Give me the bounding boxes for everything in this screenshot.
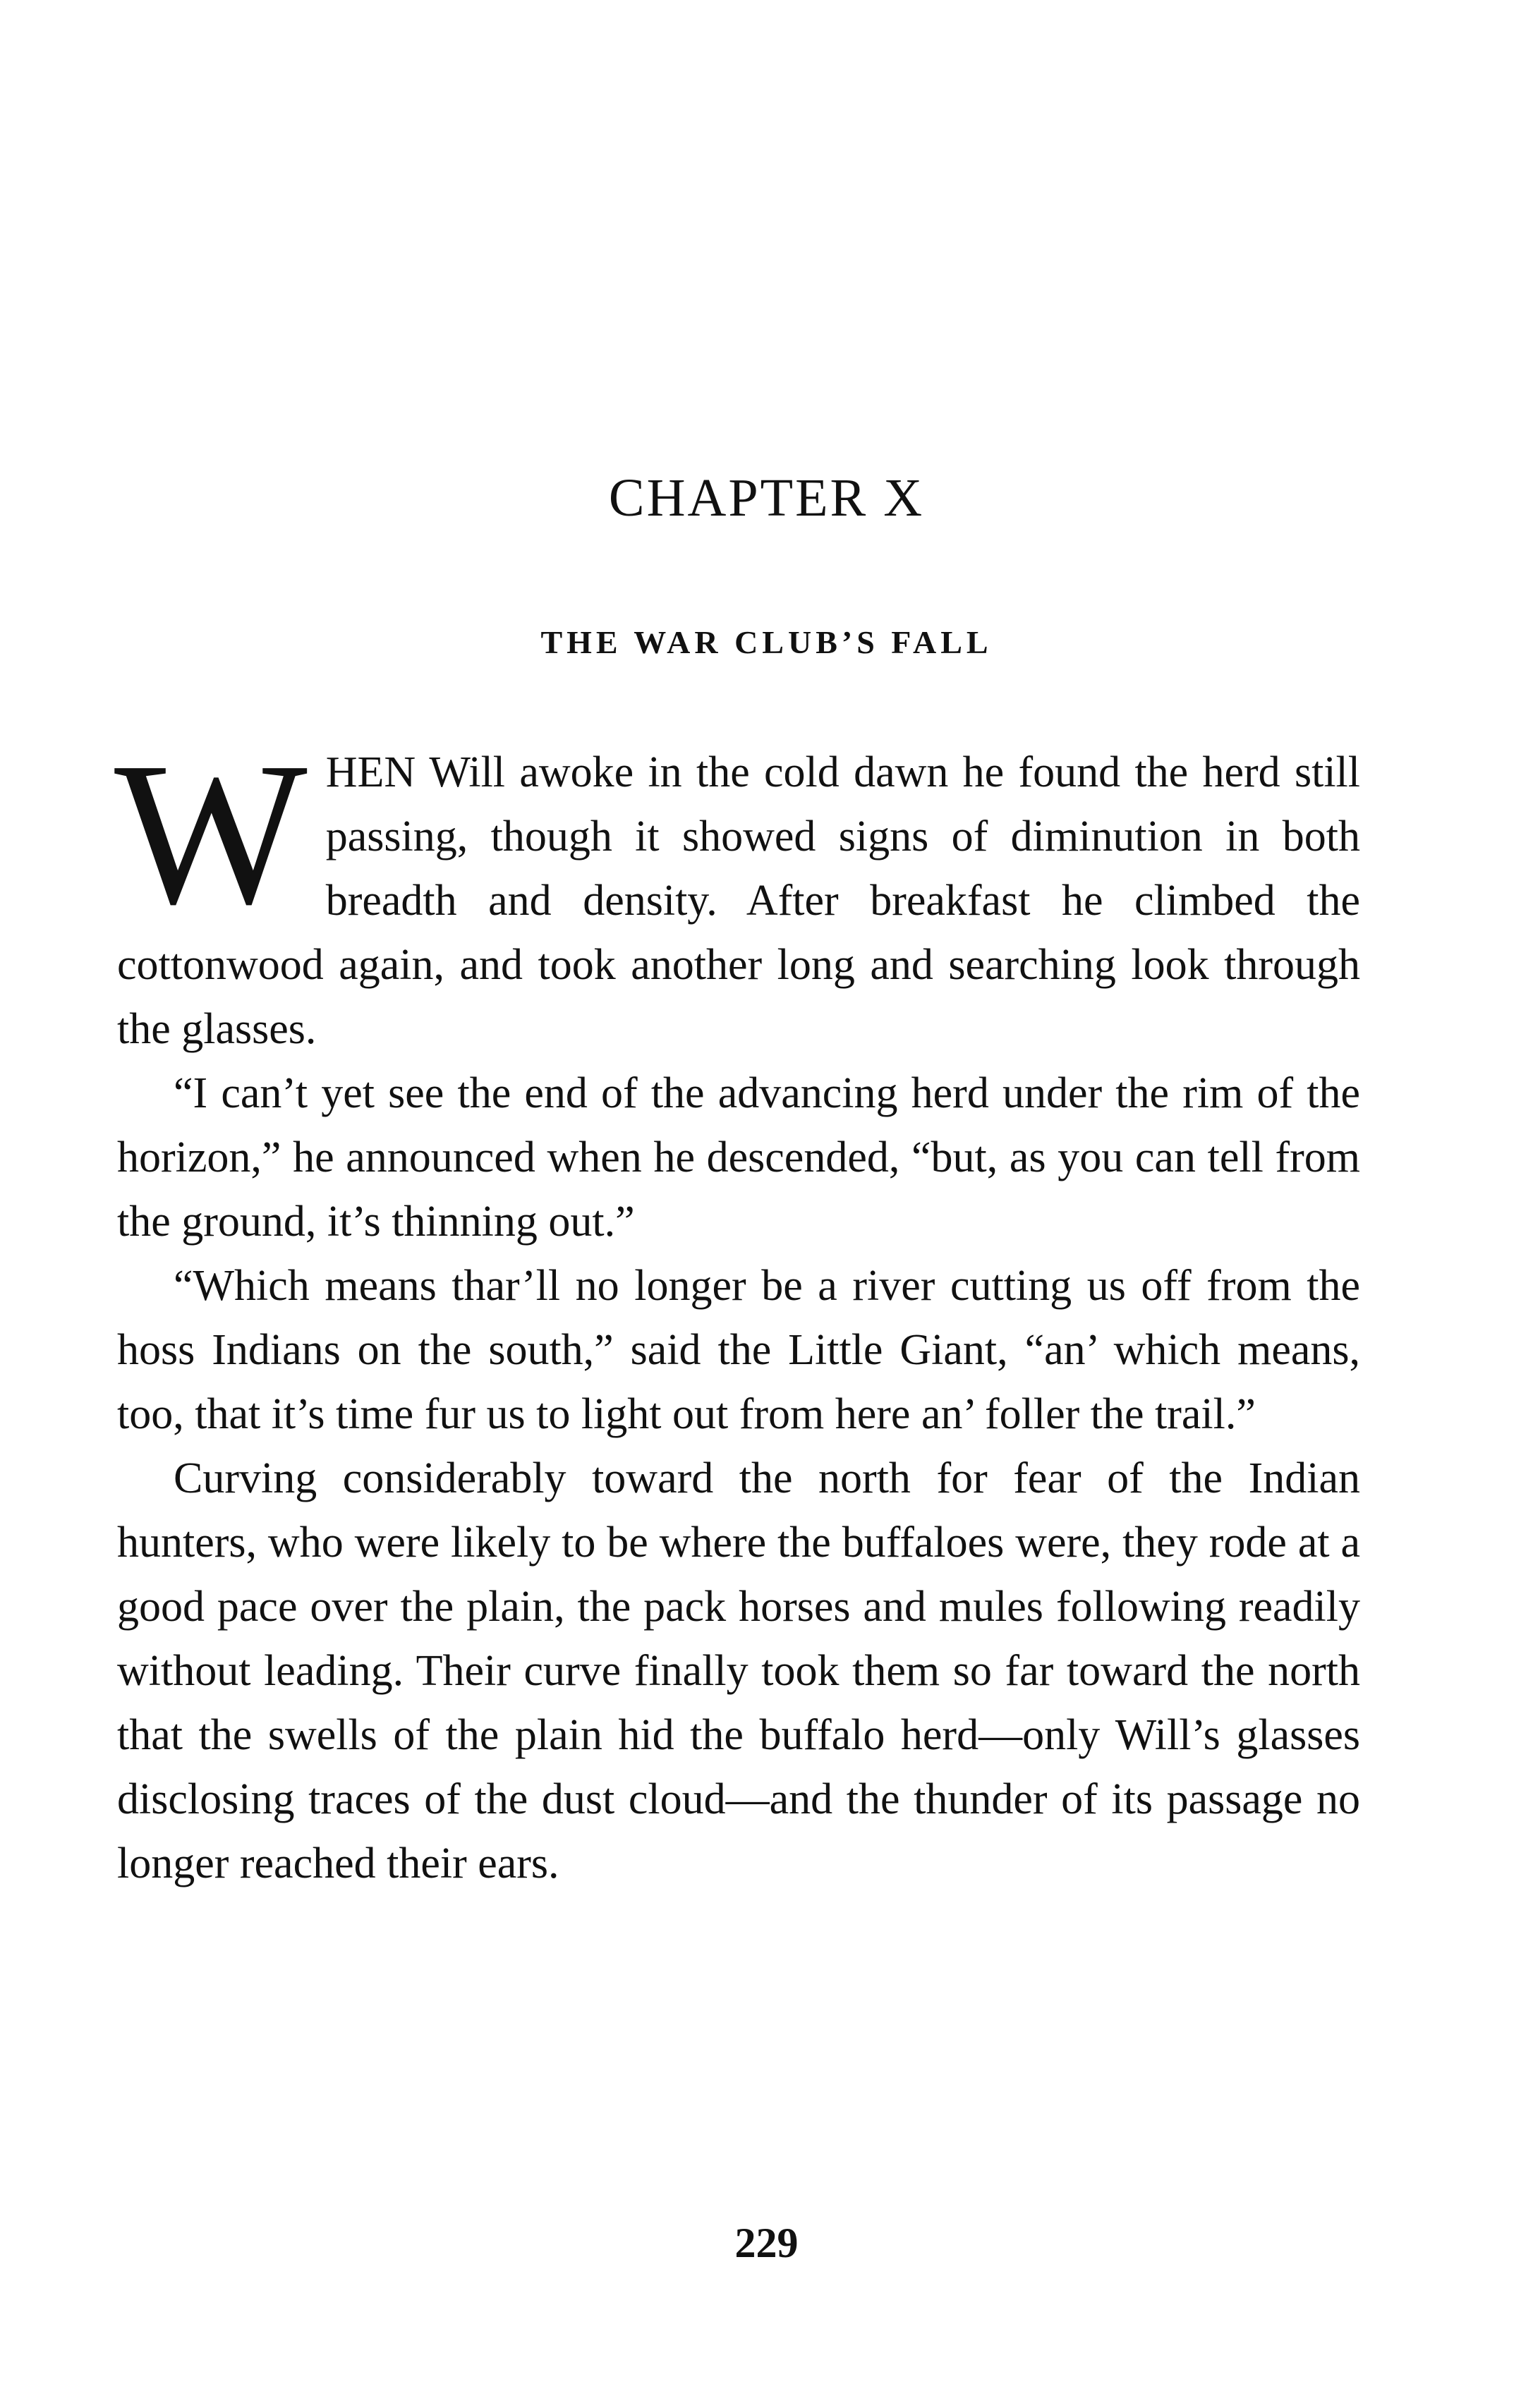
chapter-subtitle: THE WAR CLUB’S FALL — [540, 624, 993, 660]
paragraph-1-text: HEN Will awoke in the cold dawn he found the herd still passing, though it showed signs of diminution in both breadth and density. After breakfast he climbed the cottonwood again, and took another long and searching look through the glasses. — [117, 748, 1360, 1053]
paragraph-4: Curving considerably toward the north for fear of the Indian hunters, who were likely to be where the buffaloes were, they rode at a good pace over the plain, the pack horses and mules following readily without leading. Their curve finally took them so far toward the north that the swells of the plain hid the buffalo herd—only Will’s glasses disclosing traces of the dust cloud—and the thunder of its passage no longer reached their ears. — [117, 1454, 1360, 1887]
paragraph-2: “I can’t yet see the end of the advancing herd under the rim of the horizon,” he announced when he descended, “but, as you can tell from the ground, it’s thinning out.” — [117, 1069, 1360, 1246]
chapter-text — [114, 720, 1360, 1896]
page-number: 229 — [734, 2220, 799, 2266]
chapter-heading: CHAPTER X — [608, 468, 925, 528]
paragraph-1 — [114, 720, 1360, 1062]
paragraph-3: “Which means thar’ll no longer be a river cutting us off from the hoss Indians on the south,” said the Little Giant, “an’ which means, too, that it’s time fur us to light out from here an’ foller the trail.” — [117, 1262, 1360, 1438]
drop-cap: W — [114, 720, 308, 947]
